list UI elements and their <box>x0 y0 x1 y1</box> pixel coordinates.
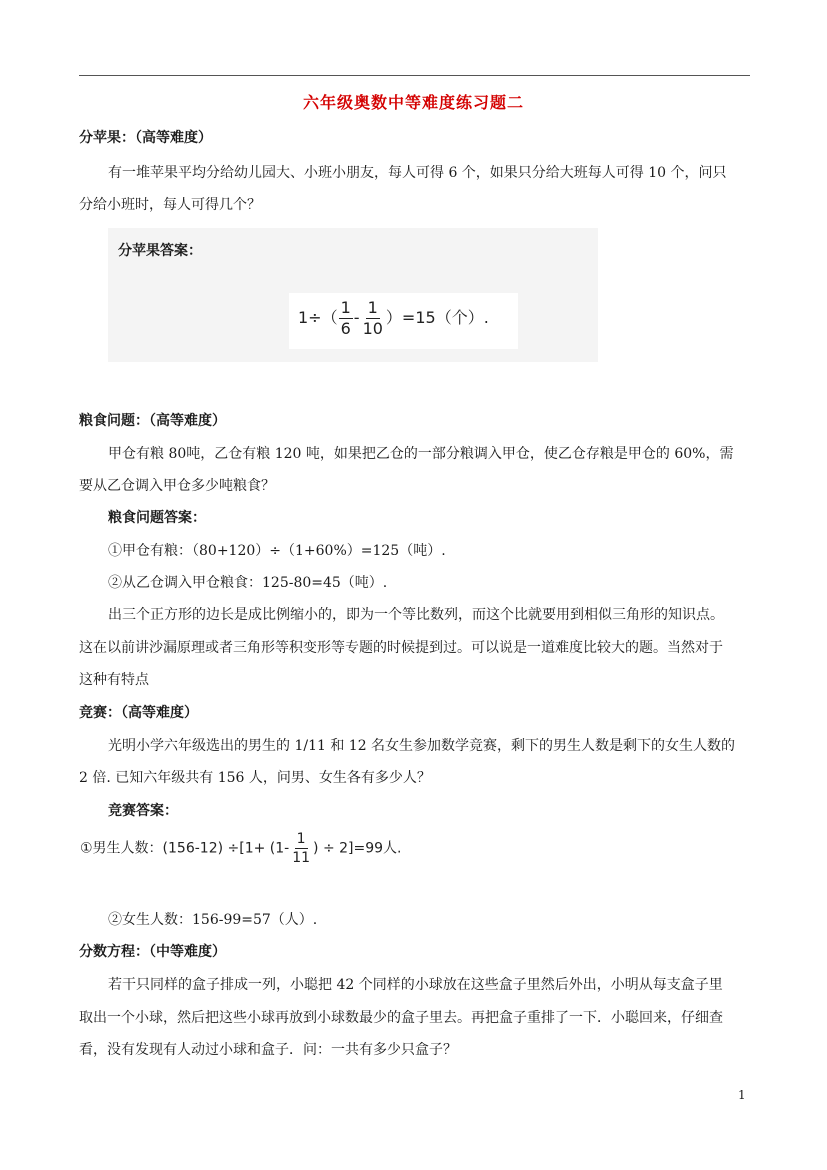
answer-label-apples: 分苹果答案： <box>118 243 202 259</box>
question-boxes-line3: 看，没有发现有人动过小球和盒子．问：一共有多少只盒子？ <box>79 1042 457 1058</box>
fraction-numerator: 1 <box>367 298 378 317</box>
fraction-numerator: 1 <box>296 831 306 847</box>
question-grain-line1: 甲仓有粮 80吨，乙仓有粮 120 吨，如果把乙仓的一部分粮调入甲仓，使乙仓存粮是甲仓的 60%，需 <box>108 446 734 462</box>
page-number: 1 <box>738 1088 746 1102</box>
paragraph-line2: 这在以前讲沙漏原理或者三角形等积变形等专题的时候提到过。可以说是一道难度比较大的题。当然对于 <box>79 640 723 656</box>
fraction-numerator: 1 <box>340 298 351 317</box>
fraction-denominator: 10 <box>362 319 383 338</box>
answer-contest-step2: ②女生人数：156-99=57（人）. <box>108 912 318 928</box>
equation-suffix: ）=15（个）. <box>385 308 489 327</box>
section-heading-grain: 粮食问题：（高等难度） <box>79 413 226 429</box>
answer-label-grain: 粮食问题答案： <box>108 510 206 526</box>
fraction-one-tenth <box>361 300 385 337</box>
question-grain-line2: 要从乙仓调入甲仓多少吨粮食？ <box>79 478 275 494</box>
answer-image-apples <box>108 228 598 362</box>
section-heading-contest: 竞赛：（高等难度） <box>79 705 198 721</box>
fraction-denominator: 6 <box>340 319 351 338</box>
answer-grain-step1: ①甲仓有粮：（80+120）÷（1+60%）=125（吨）. <box>108 543 446 559</box>
question-contest-line2: 2 倍. 已知六年级共有 156 人，问男、女生各有多少人？ <box>79 770 431 786</box>
answer-label-contest: 竞赛答案： <box>108 803 178 819</box>
question-apples-line2: 分给小班时，每人可得几个？ <box>79 197 261 213</box>
equation-prefix: ①男生人数：(156-12) ÷[1+ (1- <box>80 840 290 857</box>
page-title: 六年级奥数中等难度练习题二 <box>302 93 524 112</box>
paragraph-line3: 这种有特点 <box>79 672 149 688</box>
question-contest-line1: 光明小学六年级选出的男生的 1/11 和 12 名女生参加数学竞赛，剩下的男生人数是剩下的女生人数的 <box>108 738 736 754</box>
equation-contest <box>80 832 402 865</box>
question-boxes-line1: 若干只同样的盒子排成一列，小聪把 42 个同样的小球放在这些盒子里然后外出，小明从每支盒子里 <box>108 977 723 993</box>
question-boxes-line2: 取出一个小球，然后把这些小球再放到小球数最少的盒子里去。再把盒子重排了一下．小聪回来，仔细查 <box>79 1010 723 1026</box>
answer-grain-step2: ②从乙仓调入甲仓粮食：125-80=45（吨）. <box>108 575 388 591</box>
equation-apples <box>298 300 489 337</box>
minus-sign: - <box>353 308 360 327</box>
question-apples-line1: 有一堆苹果平均分给幼儿园大、小班小朋友，每人可得 6 个，如果只分给大班每人可得 10 个，问只 <box>108 165 727 181</box>
fraction-one-sixth <box>339 300 353 337</box>
section-heading-apples: 分苹果：（高等难度） <box>79 130 212 146</box>
header-rule <box>79 75 750 76</box>
equation-suffix: ) ÷ 2]=99人. <box>313 840 402 857</box>
section-heading-fraction-equation: 分数方程：（中等难度） <box>79 944 226 960</box>
equation-prefix: 1÷（ <box>298 308 338 327</box>
paragraph-line1: 出三个正方形的边长是成比例缩小的，即为一个等比数列，而这个比就要用到相似三角形的知识点。 <box>108 607 724 623</box>
fraction-one-eleventh <box>290 832 312 865</box>
fraction-denominator: 11 <box>292 850 311 866</box>
